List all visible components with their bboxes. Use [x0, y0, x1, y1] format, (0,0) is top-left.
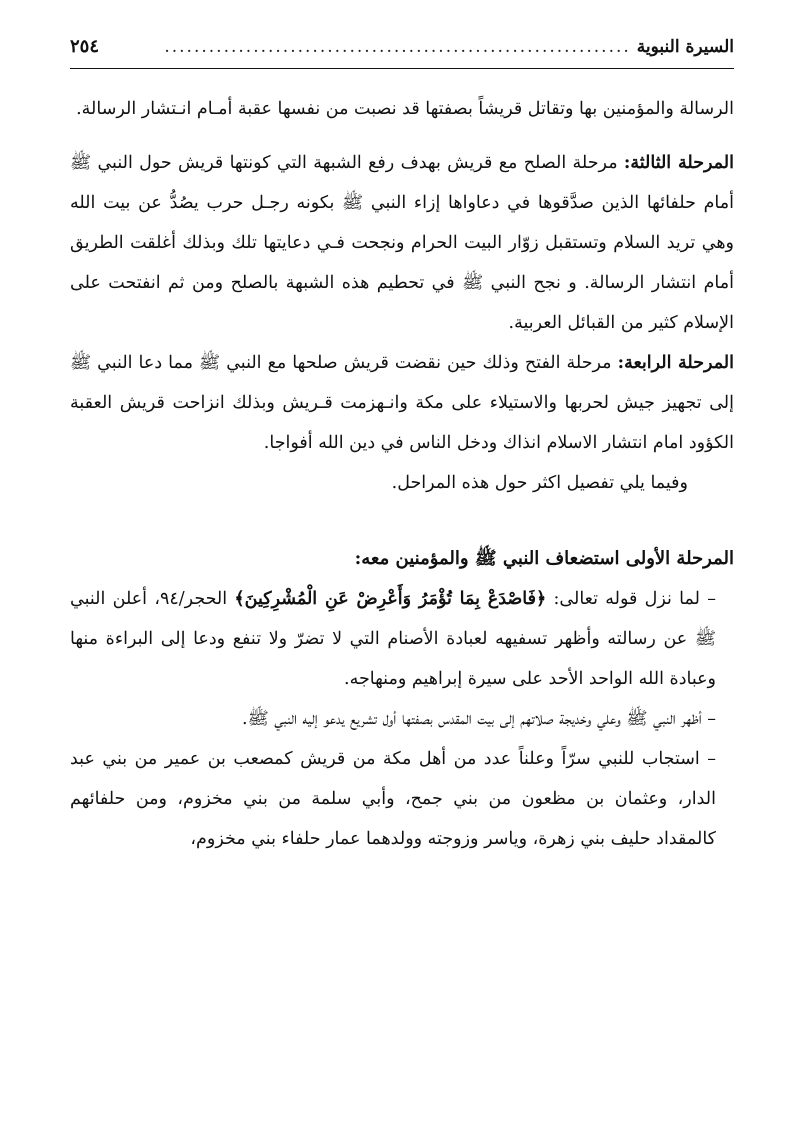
paragraph-continuation: الرسالة والمؤمنين بها وتقاتل قريشاً بصفتها قد نصبت من نفسها عقبة أمـام انـتشار الرسالة. [76, 99, 734, 119]
paragraph-intro-details: وفيما يلي تفصيل اكثر حول هذه المراحل. [391, 473, 688, 493]
leader-dots: ............................................................... [164, 37, 631, 57]
section-heading: المرحلة الأولى استضعاف النبي ﷺ والمؤمنين معه: [354, 548, 734, 569]
header-rule [70, 68, 734, 69]
stage-label: المرحلة الرابعة: [617, 353, 735, 373]
paragraph-fourth-stage: المرحلة الرابعة: مرحلة الفتح وذلك حين نقضت قريش صلحها مع النبي ﷺ مما دعا النبي ﷺ إلى تجهيز جيش لحربها والاستيلاء على مكة وانـهزمت قـريش وبذلك انزاحت قريش العقبة الكؤود امام انتشار الاسلام انذاك ودخل الناس في دين الله أفواجا. [70, 353, 735, 453]
page-number: ٢٥٤ [70, 36, 100, 57]
list-item: – أظهر النبي ﷺ وعلي وخديجة صلاتهم إلى بيت المقدس بصفتها أول تشريع يدعو إليه النبي ﷺ. [242, 709, 716, 729]
list-item: – استجاب للنبي سرّاً وعلناً عدد من أهل مكة من قريش كمصعب بن عمير من بني عبد الدار، وعثمان بن مظعون من بني جمح، وأبي سلمة من بني مخزوم، ومن حلفائهم كالمقداد حليف بني زهرة، وياسر وزوجته وولدهما عمار حلفاء بني مخزوم، [70, 749, 716, 849]
running-header [70, 36, 734, 66]
list-item: – لما نزل قوله تعالى: ﴿فَاصْدَعْ بِمَا تُؤْمَرُ وَأَعْرِضْ عَنِ الْمُشْرِكِينَ﴾ الحجر/٩٤، أعلن النبي ﷺ عن رسالته وأظهر تسفيهه لعبادة الأصنام التي لا تضرّ ولا تنفع ودعا إلى البراءة منها وعبادة الله الواحد الأحد على سيرة إبراهيم ومنهاجه. [70, 589, 716, 689]
stage-label: المرحلة الثالثة: [623, 153, 734, 173]
quran-verse: ﴿فَاصْدَعْ بِمَا تُؤْمَرُ وَأَعْرِضْ عَنِ الْمُشْرِكِينَ﴾ [234, 589, 547, 609]
book-title: السيرة النبوية [636, 37, 734, 57]
paragraph-third-stage: المرحلة الثالثة: مرحلة الصلح مع قريش بهدف رفع الشبهة التي كونتها قريش حول النبي ﷺ أمام حلفائها الذين صدَّقوها في دعاواها إزاء النبي ﷺ بكونه رجـل حرب يصُدُّ عن بيت الله وهي تريد السلام وتستقبل زوّار البيت الحرام ونجحت فـي دعايتها تلك وبذلك أغلقت الطريق أمام انتشار الرسالة. و نجح النبي ﷺ في تحطيم هذه الشبهة بالصلح ومن ثم انفتحت على الإسلام كثير من القبائل العربية. [70, 153, 734, 333]
